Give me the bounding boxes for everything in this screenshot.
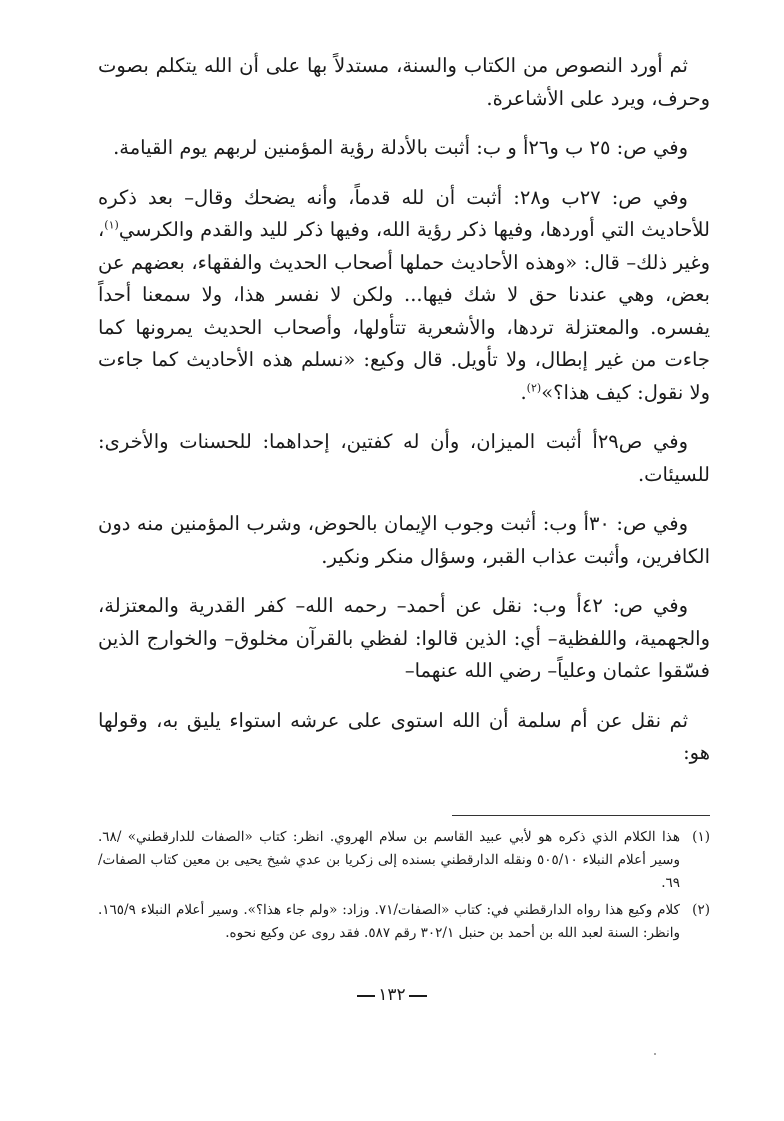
footnote-number: (١) — [692, 829, 710, 845]
paragraph-part: وفي ص: ٢٧ب و٢٨: أثبت أن لله قدماً، وأنه يضحك وقال– بعد ذكره للأحاديث التي أوردها، وفيها ذكر رؤية الله، وفيها ذكر لليد والقدم والكرسي — [98, 185, 710, 241]
page-number-dash — [357, 995, 375, 997]
page-number — [0, 985, 784, 1005]
footnotes — [98, 826, 710, 949]
footnote-divider — [452, 815, 710, 816]
paragraph: وفي ص: ٣٠أ وب: أثبت وجوب الإيمان بالحوض، وشرب المؤمنين منه دون الكافرين، وأثبت عذاب القبر، وسؤال منكر ونكير. — [98, 512, 710, 568]
page-number-value: ١٣٢ — [378, 985, 406, 1005]
footnote-item — [98, 826, 710, 895]
paragraph: ثم أورد النصوص من الكتاب والسنة، مستدلاً بها على أن الله يتكلم بصوت وحرف، ويرد على الأشاعرة. — [98, 54, 710, 110]
paragraph: وفي ص٢٩أ أثبت الميزان، وأن له كفتين، إحداهما: للحسنات والأخرى: للسيئات. — [98, 430, 710, 486]
paragraph: ثم نقل عن أم سلمة أن الله استوى على عرشه استواء يليق به، وقولها هو: — [98, 708, 710, 764]
footnote-text: هذا الكلام الذي ذكره هو لأبي عبيد القاسم بن سلام الهروي. انظر: كتاب «الصفات للدارقطني» /٦٨. وسير أعلام النبلاء ٥٠٥/١٠ ونقله الدارقطني بسنده إلى زكريا بن عدي شيخ يحيى بن معين كتاب الصفات/٦٩. — [98, 829, 680, 891]
paragraph-part: ، وغير ذلك– قال: «وهذه الأحاديث حملها أصحاب الحديث والفقهاء، بعضهم عن بعض، وهي عندنا حق لا شك فيها... ولكن لا نفسر هذا، ولا سمعنا أحداً يفسره. والمعتزلة تردها، والأشعرية تتأولها، وأصحاب الحديث يمرونها كما جاءت من غير إبطال، ولا تأويل. قال وكيع: «نسلم هذه الأحاديث كما جاءت ولا نقول: كيف هذا؟» — [98, 218, 710, 404]
scan-speck — [654, 1053, 656, 1055]
paragraph: وفي ص: ٢٥ ب و٢٦أ و ب: أثبت بالأدلة رؤية المؤمنين لربهم يوم القيامة. — [113, 136, 688, 159]
footnote-item — [98, 899, 710, 945]
page-number-dash — [409, 995, 427, 997]
footnote-reference: (١) — [104, 218, 119, 232]
paragraph: وفي ص: ٢٧ب و٢٨: أثبت أن لله قدماً، وأنه يضحك وقال– بعد ذكره للأحاديث التي أوردها، وفيها ذكر رؤية الله، وفيها ذكر لليد والقدم والكرسي$^{(١)}$، وغير ذلك– قال: «وهذه الأحاديث حملها أصحاب الحديث والفقهاء، بعضهم عن بعض، وهي عندنا حق لا شك فيها... ولكن لا نفسر هذا، ولا سمعنا أحداً يفسره. والمعتزلة تردها، والأشعرية تتأولها، وأصحاب الحديث يمرونها كما جاءت من غير إبطال، ولا تأويل. قال وكيع: «نسلم هذه الأحاديث كما جاءت ولا نقول: كيف هذا؟»$^{(٢)}$. — [98, 185, 710, 404]
paragraph: وفي ص: ٤٢أ وب: نقل عن أحمد– رحمه الله– كفر القدرية والمعتزلة، والجهمية، واللفظية– أي: الذين قالوا: لفظي بالقرآن مخلوق– والخوارج الذين فسّقوا عثمان وعلياً– رضي الله عنهما– — [98, 594, 710, 682]
footnote-reference: (٢) — [526, 381, 542, 394]
footnote-number: (٢) — [692, 902, 710, 918]
main-text — [98, 50, 710, 787]
footnote-text: كلام وكيع هذا رواه الدارقطني في: كتاب «الصفات/٧١. وزاد: «ولم جاء هذا؟». وسير أعلام النبلاء ١٦٥/٩. وانظر: السنة لعبد الله بن أحمد بن حنبل ٣٠٢/١ رقم ٥٨٧. فقد روى عن وكيع نحوه. — [98, 902, 680, 941]
